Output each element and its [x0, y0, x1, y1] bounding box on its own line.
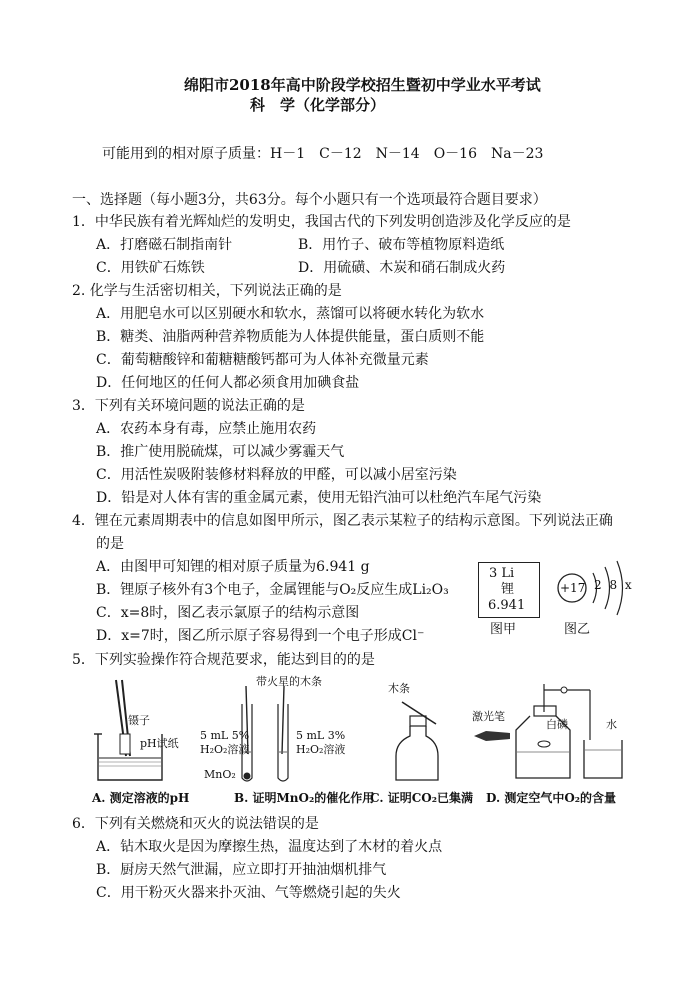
q2-option-d: D．任何地区的任何人都必须食用加碘食盐 — [96, 375, 360, 391]
electron-shells: 2 8 x — [594, 578, 634, 592]
cell-name: 锂 — [501, 582, 515, 597]
q3-option-a: A．农药本身有毒，应禁止施用农药 — [96, 421, 317, 437]
exam-title: 绵阳市2018年高中阶段学校招生暨初中学业水平考试 — [184, 76, 541, 94]
q2-option-a: A．用肥皂水可以区别硬水和软水，蒸馏可以将硬水转化为软水 — [96, 306, 485, 322]
q4-stem-cont: 的是 — [96, 536, 124, 552]
q4-option-c: C．x=8时，图乙表示氯原子的结构示意图 — [96, 605, 360, 621]
q3-option-b: B．推广使用脱硫煤，可以减少雾霾天气 — [96, 444, 345, 460]
q6-stem: 6．下列有关燃烧和灭火的说法错误的是 — [72, 816, 319, 832]
caption-c: C. 证明CO₂已集满 — [370, 791, 473, 805]
q3-stem: 3．下列有关环境问题的说法正确的是 — [72, 398, 305, 414]
q6-option-b: B．厨房天然气泄漏，应立即打开抽油烟机排气 — [96, 862, 387, 878]
label-white-phosphorus: 白磷 — [546, 718, 568, 731]
caption-b: B. 证明MnO₂的催化作用 — [234, 791, 375, 805]
figure-a-ph-test — [92, 676, 172, 784]
label-mno2: MnO₂ — [204, 768, 236, 781]
q2-stem: 2. 化学与生活密切相关，下列说法正确的是 — [72, 283, 342, 299]
q3-option-d: D．铅是对人体有害的重金属元素，使用无铅汽油可以杜绝汽车尾气污染 — [96, 490, 542, 506]
label-left-h2o2: H₂O₂溶液 — [200, 743, 250, 756]
caption-d: D. 测定空气中O₂的含量 — [486, 791, 617, 805]
label-tweezers: 镊子 — [128, 714, 150, 727]
label-laser: 激光笔 — [472, 710, 505, 723]
atomic-masses: 可能用到的相对原子质量：H－1 C－12 N－14 O－16 Na－23 — [102, 146, 544, 162]
label-left-solution: 5 mL 5% — [200, 729, 250, 742]
q4-option-d: D．x=7时，图乙所示原子容易得到一个电子形成Cl⁻ — [96, 628, 425, 644]
cell-symbol: 3 Li — [489, 566, 515, 581]
q6-option-c: C．用干粉灭火器来扑灭油、气等燃烧引起的失火 — [96, 885, 401, 901]
caption-a: A. 测定溶液的pH — [92, 791, 190, 805]
q1-option-c: C．用铁矿石炼铁 — [96, 260, 205, 276]
q4-option-b: B．锂原子核外有3个电子，金属锂能与O₂反应生成Li₂O₃ — [96, 582, 449, 598]
q5-stem: 5．下列实验操作符合规范要求，能达到目的的是 — [72, 652, 375, 668]
caption-fig-b: 图乙 — [564, 622, 591, 637]
nucleus-charge: +17 — [560, 581, 586, 595]
label-right-solution: 5 mL 3% — [296, 729, 346, 742]
label-right-h2o2: H₂O₂溶液 — [296, 743, 346, 756]
periodic-cell-figure — [478, 562, 540, 618]
caption-fig-a: 图甲 — [490, 622, 517, 637]
label-ph-paper: pH试纸 — [140, 737, 179, 750]
label-glowing-stick: 带火星的木条 — [256, 675, 322, 688]
q6-option-a: A．钻木取火是因为摩擦生热，温度达到了木材的着火点 — [96, 839, 443, 855]
cell-mass: 6.941 — [488, 598, 526, 613]
figure-c-co2-bottle — [392, 696, 442, 784]
label-stick-c: 木条 — [388, 682, 410, 695]
q1-option-d: D．用硫磺、木炭和硝石制成火药 — [298, 260, 506, 276]
q1-option-a: A．打磨磁石制指南针 — [96, 237, 233, 253]
q4-stem: 4．锂在元素周期表中的信息如图甲所示，图乙表示某粒子的结构示意图。下列说法正确 — [72, 513, 613, 529]
q4-option-a: A．由图甲可知锂的相对原子质量为6.941 g — [96, 559, 370, 575]
laser-pointer-icon — [472, 728, 512, 744]
label-water: 水 — [606, 718, 617, 731]
exam-subtitle: 科 学（化学部分） — [250, 96, 386, 114]
q2-option-c: C．葡萄糖酸锌和葡糖糖酸钙都可为人体补充微量元素 — [96, 352, 429, 368]
q2-option-b: B．糖类、油脂两种营养物质能为人体提供能量，蛋白质则不能 — [96, 329, 485, 345]
section-heading: 一、选择题（每小题3分，共63分。每个小题只有一个选项最符合题目要求） — [72, 192, 547, 208]
q1-option-b: B．用竹子、破布等植物原料造纸 — [298, 237, 505, 253]
q3-option-c: C．用活性炭吸附装修材料释放的甲醛，可以减小居室污染 — [96, 467, 457, 483]
q1-stem: 1．中华民族有着光辉灿烂的发明史，我国古代的下列发明创造涉及化学反应的是 — [72, 214, 571, 230]
